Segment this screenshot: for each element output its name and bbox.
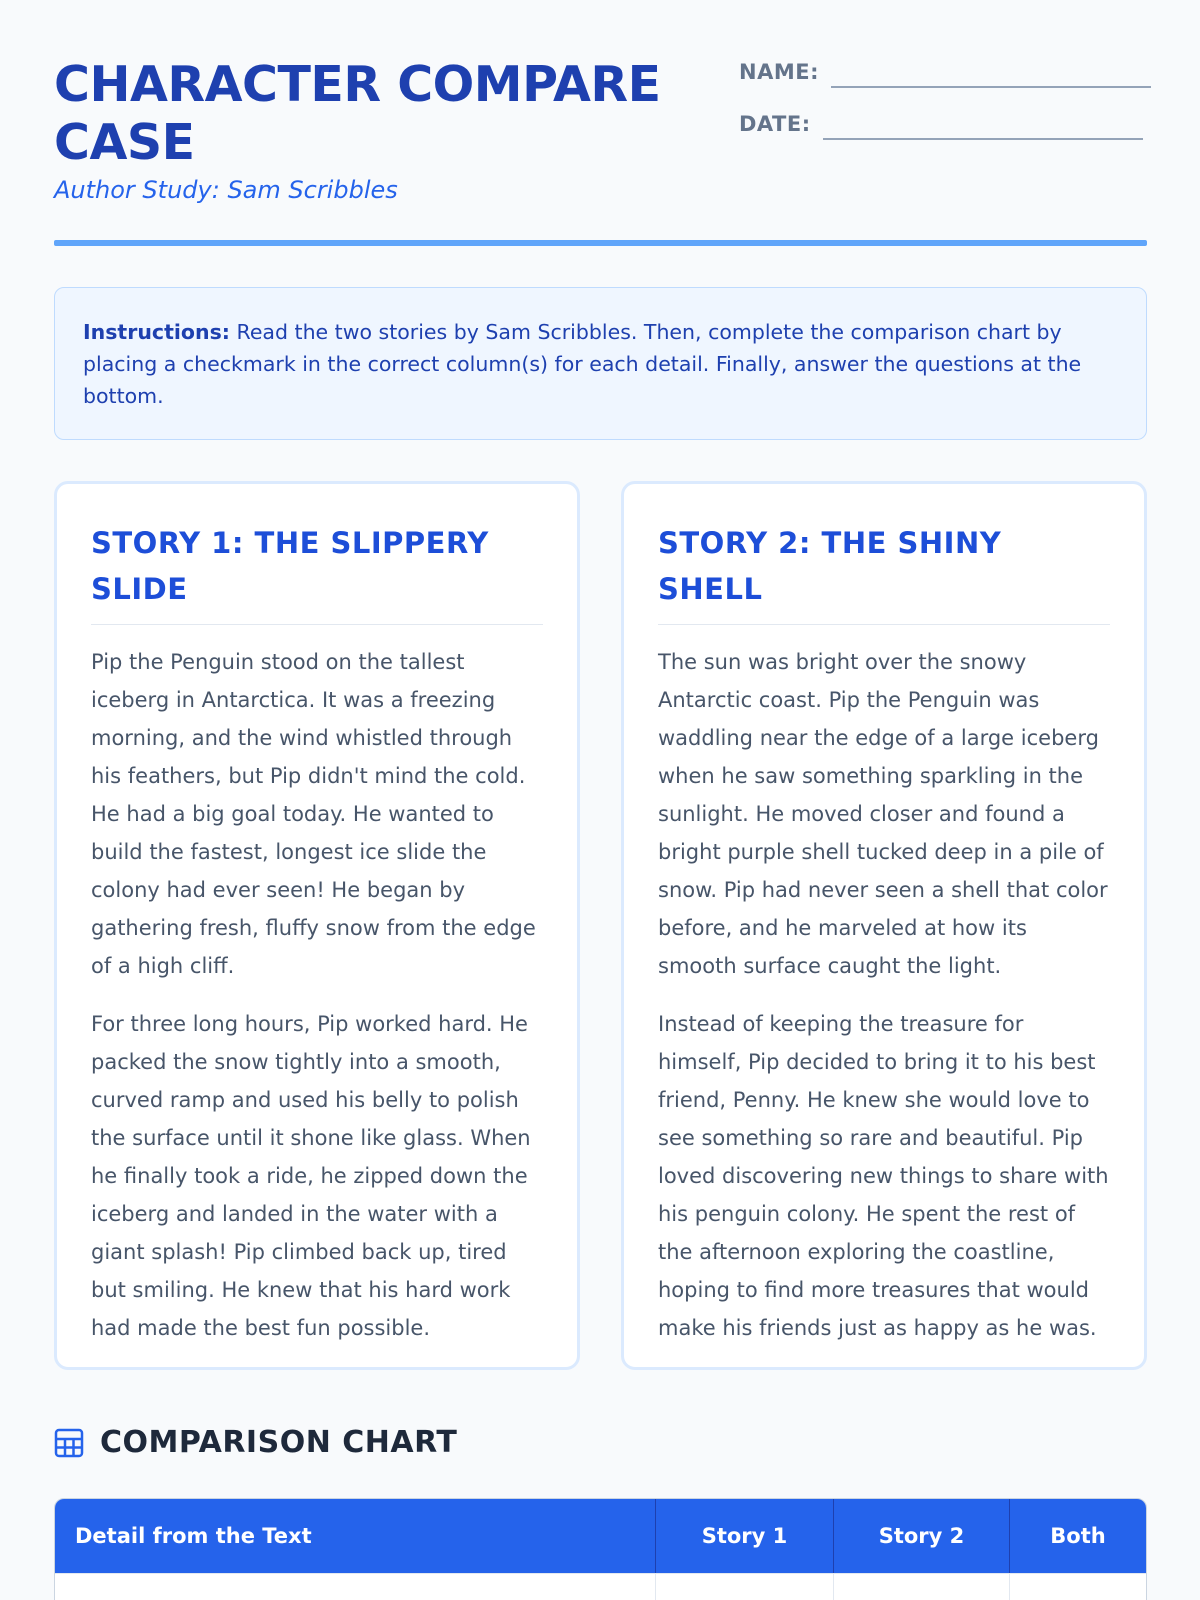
table-header-row [55,1499,1146,1573]
story-paragraph: The sun was bright over the snowy Antarctic coast. Pip the Penguin was waddling near the edge of a large iceberg when he saw something sparkling in the sunlight. He moved closer and found a bright purple shell tucked deep in a pile of snow. Pip had never seen a shell that color before, and he marveled at how its smooth surface caught the light. [658,650,1108,978]
comparison-chart-title: COMPARISON CHART [100,1425,458,1460]
detail-cell [55,1574,655,1600]
date-line[interactable] [823,138,1143,140]
story-card-2 [621,481,1147,1370]
name-field[interactable] [739,60,1151,84]
name-line[interactable] [831,86,1151,88]
header-divider [54,240,1147,246]
table-grid-icon [54,1428,84,1458]
name-label: NAME: [739,60,819,84]
story-paragraph: For three long hours, Pip worked hard. He packed the snow tightly into a smooth, curved ramp and used his belly to polish the surface until it shone like glass. When he finally took a ride, he zipped down the iceberg and landed in the water with a giant splash! Pip climbed back up, tired but smiling. He knew that his hard work had made the best fun possible. [91,1012,531,1340]
column-header-both: Both [1009,1499,1146,1573]
column-header-story-2: Story 2 [833,1499,1009,1573]
date-field[interactable] [739,112,1143,136]
page-title: CHARACTER COMPARE CASE [54,56,661,171]
column-header-detail: Detail from the Text [75,1524,312,1548]
comparison-table [54,1498,1147,1600]
column-header-story-1: Story 1 [655,1499,833,1573]
both-checkbox-cell[interactable] [1009,1574,1146,1600]
story-paragraph: Pip the Penguin stood on the tallest iceberg in Antarctica. It was a freezing morning, and the wind whistled through his feathers, but Pip didn't mind the cold. He had a big goal today. He wanted to build the fastest, longest ice slide the colony had ever seen! He began by gathering fresh, fluffy snow from the edge of a high cliff. [91,650,536,978]
instructions-text: Read the two stories by Sam Scribbles. Then, complete the comparison chart by placing a checkmark in the correct column(s) for each detail. Finally, answer the questions at the bottom. [83,320,1082,408]
story-1-checkbox-cell[interactable] [655,1574,833,1600]
story-title: STORY 1: THE SLIPPERY SLIDE [91,520,543,625]
worksheet-header [54,52,1147,212]
date-label: DATE: [739,112,811,136]
instructions-box [54,287,1147,440]
story-paragraph: Instead of keeping the treasure for himself, Pip decided to bring it to his best friend, Penny. He knew she would love to see something so rare and beautiful. Pip loved discovering new things to share with his penguin colony. He spent the rest of the afternoon exploring the coastline, hoping to find more treasures that would make his friends just as happy as he was. [658,1012,1109,1340]
story-card-1 [54,481,580,1370]
instructions-label: Instructions: [83,320,230,344]
story-2-checkbox-cell[interactable] [833,1574,1009,1600]
table-row [55,1573,1146,1600]
story-title: STORY 2: THE SHINY SHELL [658,520,1110,625]
comparison-chart-heading [54,1425,457,1460]
page-subtitle: Author Study: Sam Scribbles [54,176,398,204]
